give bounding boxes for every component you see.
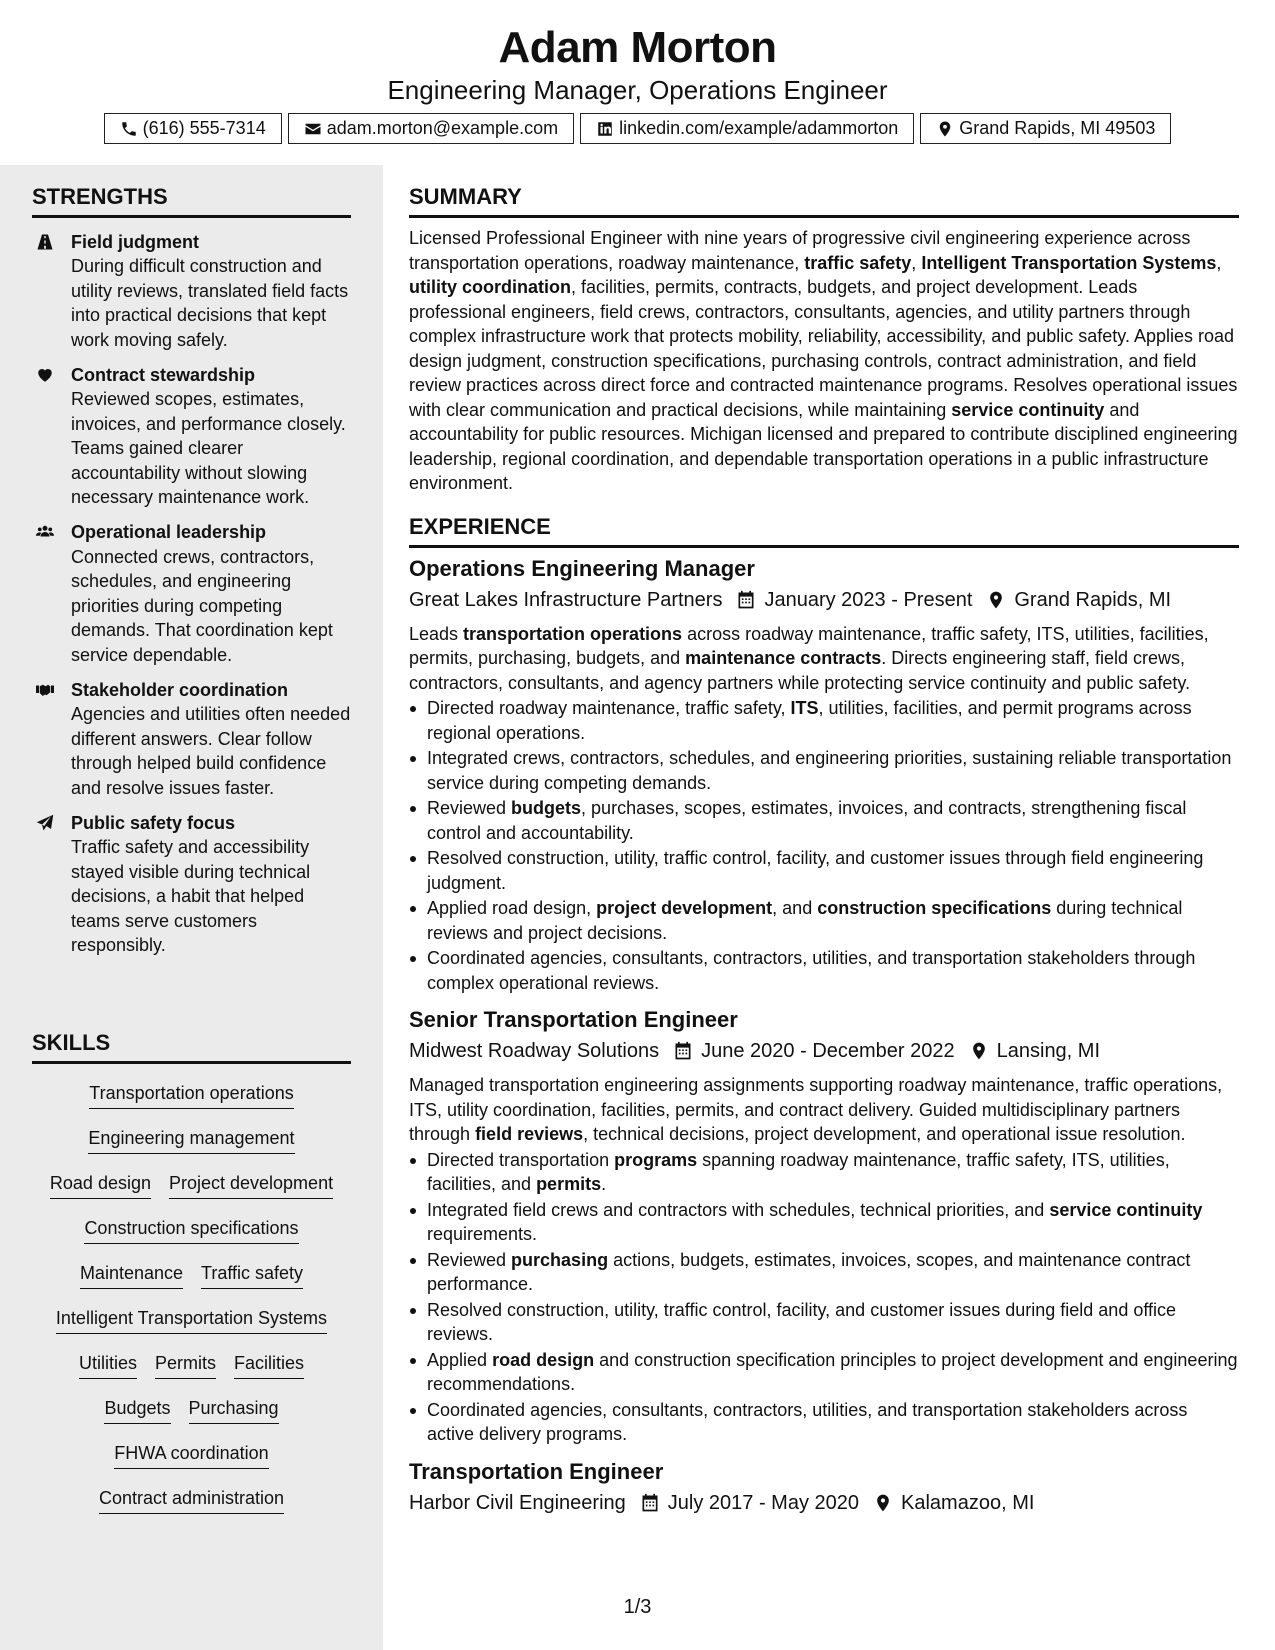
job-bullet: [409, 1198, 1239, 1247]
strength-item: [32, 363, 351, 509]
text-run: across roadway maintenance, traffic safety, ITS, utilities, facilities, permits, purchasing, budgets, and: [409, 623, 1209, 668]
skill-tag: Maintenance: [80, 1261, 183, 1289]
bold-keyword: Intelligent Transportation Systems: [921, 252, 1217, 273]
text-run: .: [601, 1174, 607, 1194]
job-bullet: [409, 896, 1239, 945]
skill-tag: Intelligent Transportation Systems: [56, 1306, 327, 1334]
skill-row: [32, 1216, 351, 1261]
skill-tag: Engineering management: [88, 1126, 294, 1154]
skill-tag: FHWA coordination: [114, 1441, 268, 1469]
skills-list: [32, 1081, 351, 1531]
strength-title: Stakeholder coordination: [71, 679, 289, 700]
calendar-icon: [736, 590, 756, 610]
job-company: Harbor Civil Engineering: [409, 1491, 626, 1514]
bold-keyword: transportation operations: [463, 623, 683, 644]
main-column: [409, 165, 1239, 1516]
phone-icon: [120, 120, 138, 138]
sidebar: [0, 165, 383, 1650]
job-location: Kalamazoo, MI: [901, 1491, 1035, 1514]
bold-keyword: service continuity: [1049, 1199, 1203, 1220]
job-bullet: [409, 1398, 1239, 1447]
bold-keyword: maintenance contracts: [685, 648, 882, 668]
bold-keyword: project development: [596, 898, 773, 918]
job-entry: [409, 555, 1239, 996]
text-run: , facilities, permits, contracts, budgets, and project development. Leads professional engineers, field crews, contractors, consultants, agencies, and utility partners through complex infrastructure work that protects mobility, reliability, accessibility, and public safety. Applies road design judgment, construction specifications, purchasing controls, contract administration, and field review practices across direct force and contracted maintenance programs. Resolves operational issues with clear communication and practical decisions, while maintaining: [409, 277, 1238, 420]
job-meta: [409, 587, 1239, 613]
skill-row: [32, 1486, 351, 1531]
contact-location: [920, 113, 1171, 144]
skill-tag: Road design: [50, 1171, 151, 1199]
handshake-icon: [34, 681, 56, 699]
job-title: Transportation Engineer: [409, 1458, 664, 1484]
map-pin-icon: [986, 590, 1006, 610]
experience-heading: EXPERIENCE: [409, 513, 1239, 548]
text-run: Resolved construction, utility, traffic control, facility, and customer issues through field engineering judgment.: [427, 848, 1204, 893]
text-run: spanning roadway maintenance, traffic safety, ITS, utilities, facilities, and: [427, 1149, 1170, 1194]
text-run: . Directs engineering staff, field crews, contractors, consultants, and agency partners while protecting service continuity and public safety.: [409, 648, 1191, 693]
text-run: Coordinated agencies, consultants, contractors, utilities, and transportation stakeholders across active delivery programs.: [427, 1399, 1188, 1444]
text-run: Directed roadway maintenance, traffic safety,: [427, 698, 791, 718]
text-run: Applied road design,: [427, 898, 597, 918]
phone-text: (616) 555-7314: [142, 118, 266, 138]
heart-icon: [34, 366, 56, 384]
bold-keyword: programs: [614, 1149, 698, 1170]
strength-description: During difficult construction and utility reviews, translated field facts into practical decisions that kept work moving safely.: [71, 256, 349, 350]
text-run: , purchases, scopes, estimates, invoices, and contracts, strengthening fiscal control and accountability.: [427, 798, 1187, 843]
skill-row: [32, 1126, 351, 1171]
skill-row: [32, 1441, 351, 1486]
job-bullets: [409, 1148, 1239, 1447]
text-run: Leads: [409, 623, 464, 644]
map-pin-icon: [936, 120, 954, 138]
bold-keyword: permits: [536, 1174, 602, 1194]
map-pin-icon: [873, 1493, 893, 1513]
job-bullets: [409, 696, 1239, 995]
bold-keyword: purchasing: [511, 1249, 609, 1270]
skill-row: [32, 1261, 351, 1306]
job-location: Lansing, MI: [996, 1040, 1101, 1062]
skill-tag: Utilities: [79, 1351, 137, 1379]
users-icon: [34, 523, 56, 541]
job-dates: January 2023 - Present: [764, 588, 973, 611]
text-run: and accountability for public resources. Michigan licensed and prepared to contribute disciplined engineering leadership, regional coordination, and dependable transportation operations in a public infrastructure environment.: [409, 399, 1238, 493]
bold-keyword: utility coordination: [409, 277, 571, 297]
strength-description: Reviewed scopes, estimates, invoices, and performance closely. Teams gained clearer accountability without slowing necessary maintenance work.: [71, 389, 346, 508]
job-company: Midwest Roadway Solutions: [409, 1040, 660, 1062]
text-run: Managed transportation engineering assignments supporting roadway maintenance, traffic operations, ITS, utility coordination, facilities, permits, and contract delivery. Guided multidisciplinary partners through: [409, 1075, 1223, 1144]
job-dates: July 2017 - May 2020: [667, 1491, 860, 1514]
strength-description: Connected crews, contractors, schedules, and engineering priorities during competing demands. That coordination kept service dependable.: [71, 546, 333, 665]
strengths-section: [32, 183, 351, 957]
job-meta: [409, 1490, 1239, 1516]
skill-tag: Project development: [169, 1171, 333, 1199]
strength-title: Field judgment: [71, 232, 199, 252]
bold-keyword: budgets: [511, 798, 582, 818]
skill-tag: Contract administration: [99, 1486, 284, 1514]
job-bullet: [409, 846, 1239, 895]
candidate-title: Engineering Manager, Operations Engineer: [387, 75, 888, 105]
job-company: Great Lakes Infrastructure Partners: [409, 588, 723, 611]
summary-text: [409, 226, 1239, 496]
job-bullet: [409, 696, 1239, 745]
skill-tag: Facilities: [234, 1351, 304, 1379]
strength-item: [32, 811, 351, 957]
job-bullet: [409, 1148, 1239, 1197]
text-run: , technical decisions, project development, and operational issue resolution.: [583, 1124, 1186, 1144]
skill-tag: Purchasing: [189, 1396, 279, 1424]
job-bullet: [409, 796, 1239, 845]
text-run: Integrated field crews and contractors with schedules, technical priorities, and: [427, 1199, 1050, 1220]
bold-keyword: road design: [492, 1349, 595, 1370]
text-run: Directed transportation: [427, 1149, 615, 1170]
email-text: adam.morton@example.com: [326, 118, 559, 138]
skill-row: [32, 1081, 351, 1126]
bold-keyword: service continuity: [951, 399, 1105, 420]
text-run: Reviewed: [427, 1249, 512, 1270]
strength-title: Operational leadership: [71, 522, 267, 543]
strengths-heading: STRENGTHS: [32, 183, 351, 218]
summary-heading: SUMMARY: [409, 183, 1239, 218]
linkedin-icon: [596, 120, 614, 138]
experience-section: [409, 513, 1239, 1516]
skill-tag: Budgets: [104, 1396, 170, 1424]
strength-title: Public safety focus: [71, 812, 236, 833]
road-icon: [34, 233, 56, 251]
job-bullet: [409, 1298, 1239, 1347]
job-location: Grand Rapids, MI: [1014, 588, 1172, 611]
text-run: Resolved construction, utility, traffic control, facility, and customer issues during field and office reviews.: [427, 1299, 1177, 1344]
strength-item: [32, 678, 351, 800]
job-list: [409, 555, 1239, 1516]
text-run: Applied: [427, 1349, 493, 1370]
strength-title: Contract stewardship: [71, 365, 256, 386]
text-run: actions, budgets, estimates, invoices, scopes, and maintenance contract performance.: [427, 1249, 1191, 1294]
contact-bar: [0, 113, 1275, 144]
envelope-icon: [304, 120, 322, 138]
skill-tag: Traffic safety: [201, 1261, 303, 1289]
text-run: Licensed Professional Engineer with nine years of progressive civil engineering experience across transportation operations, roadway maintenance,: [409, 228, 1191, 273]
bold-keyword: construction specifications: [817, 898, 1052, 918]
job-bullet: [409, 1248, 1239, 1297]
bold-keyword: field reviews: [475, 1124, 584, 1144]
job-bullet: [409, 746, 1239, 795]
job-title: Senior Transportation Engineer: [409, 1007, 738, 1032]
job-meta: [409, 1038, 1239, 1064]
text-run: Integrated crews, contractors, schedules, and engineering priorities, sustaining reliable transportation service during competing demands.: [427, 748, 1232, 793]
job-bullet: [409, 1348, 1239, 1397]
skill-row: [32, 1171, 351, 1216]
job-entry: [409, 1006, 1239, 1447]
skills-section: [32, 1029, 351, 1531]
contact-phone[interactable]: [104, 113, 282, 144]
skill-tag: Transportation operations: [89, 1081, 293, 1109]
contact-email[interactable]: [288, 113, 574, 144]
text-run: ,: [1216, 252, 1222, 273]
map-pin-icon: [969, 1041, 989, 1061]
location-text: Grand Rapids, MI 49503: [959, 118, 1156, 138]
skill-tag: Permits: [155, 1351, 216, 1379]
text-run: Reviewed: [427, 798, 512, 818]
text-run: during technical reviews and project decisions.: [427, 898, 1183, 943]
job-dates: June 2020 - December 2022: [701, 1040, 955, 1062]
job-title: Operations Engineering Manager: [409, 555, 755, 581]
paper-plane-icon: [34, 814, 56, 832]
strength-description: Agencies and utilities often needed different answers. Clear follow through helped build confidence and resolve issues faster.: [71, 704, 351, 798]
text-run: Coordinated agencies, consultants, contractors, utilities, and transportation stakeholders through complex operational reviews.: [427, 948, 1196, 993]
strength-item: [32, 230, 351, 352]
resume-header: [0, 0, 1275, 165]
job-bullet: [409, 946, 1239, 995]
summary-section: [409, 183, 1239, 496]
candidate-name: Adam Morton: [498, 23, 777, 72]
strength-item: [32, 520, 351, 666]
job-summary: [409, 622, 1239, 696]
calendar-icon: [673, 1041, 693, 1061]
page-number: 1/3: [623, 1596, 652, 1618]
contact-linkedin[interactable]: [580, 113, 914, 144]
calendar-icon: [640, 1493, 660, 1513]
skill-row: [32, 1351, 351, 1396]
skill-tag: Construction specifications: [84, 1216, 298, 1244]
job-entry: [409, 1458, 1239, 1516]
skill-row: [32, 1396, 351, 1441]
strengths-list: [32, 230, 351, 957]
text-run: , and: [772, 898, 818, 918]
text-run: ,: [911, 252, 922, 273]
text-run: and construction specification principles to project development and engineering recommendations.: [427, 1349, 1238, 1394]
strength-description: Traffic safety and accessibility stayed visible during technical decisions, a habit that helped teams serve customers responsibly.: [71, 837, 311, 955]
text-run: requirements.: [427, 1224, 538, 1244]
text-run: , utilities, facilities, and permit programs across regional operations.: [427, 698, 1192, 743]
skill-row: [32, 1306, 351, 1351]
bold-keyword: traffic safety: [804, 252, 912, 273]
bold-keyword: ITS: [790, 698, 819, 718]
skills-heading: SKILLS: [32, 1029, 351, 1064]
job-summary: [409, 1073, 1239, 1147]
linkedin-text: linkedin.com/example/adammorton: [619, 118, 899, 138]
